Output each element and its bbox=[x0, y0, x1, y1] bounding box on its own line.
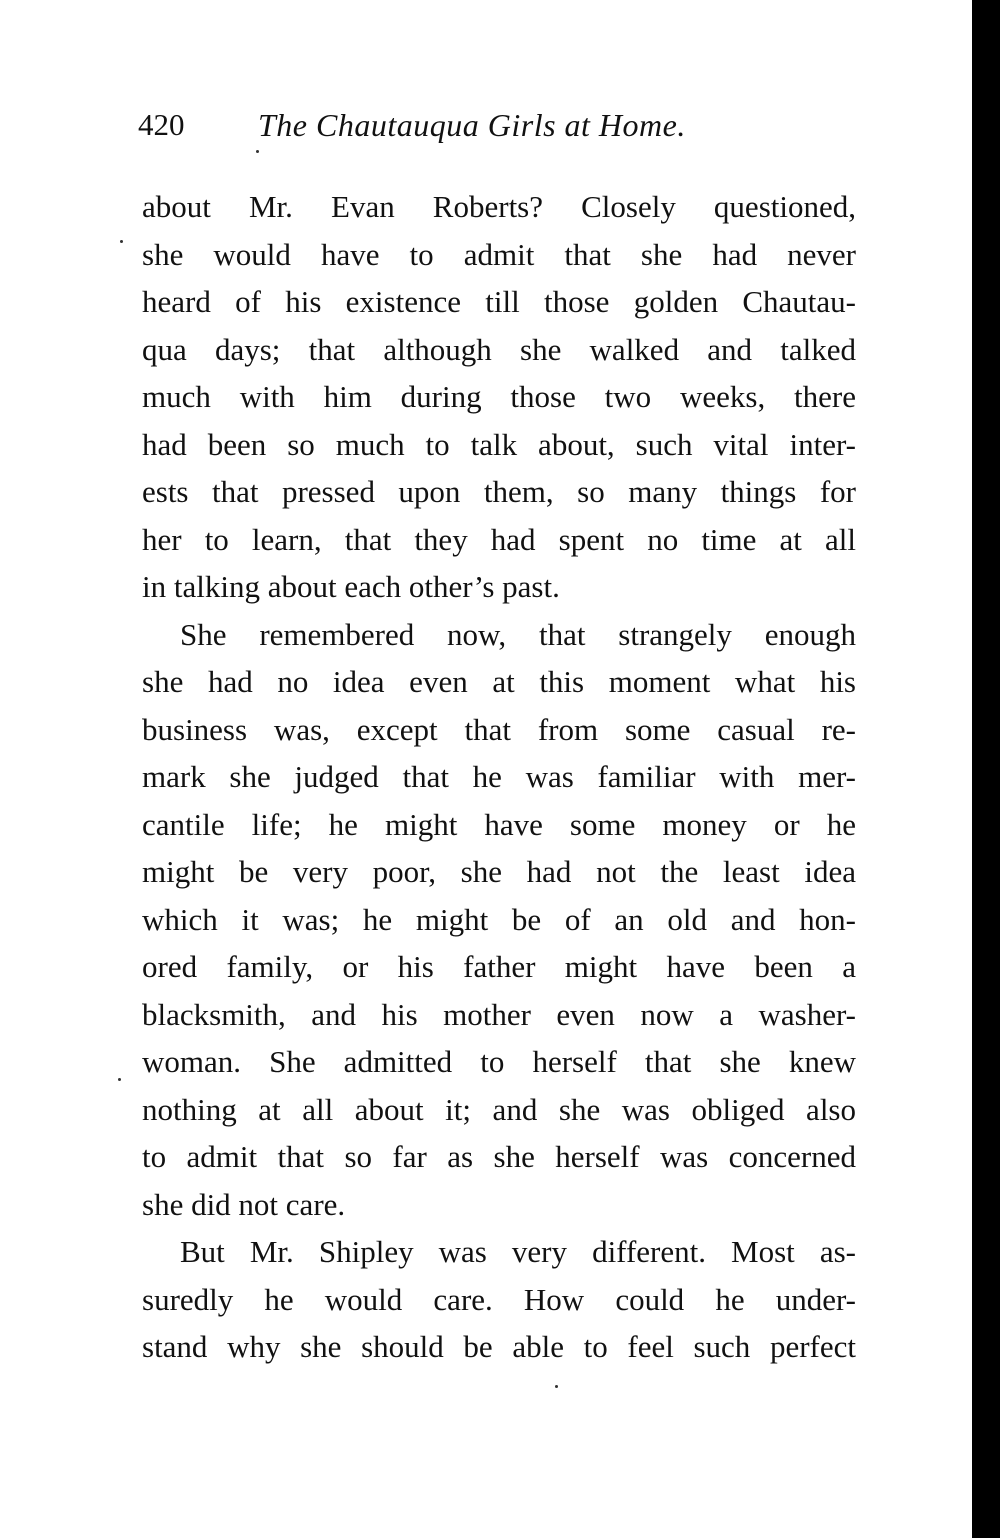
text-line: she did not care. bbox=[142, 1186, 346, 1222]
text-line: blacksmith, and his mother even now a washer- bbox=[142, 996, 856, 1032]
text-line: her to learn, that they had spent no time at all bbox=[142, 521, 856, 557]
scan-speck bbox=[120, 240, 123, 243]
text-line: suredly he would care. How could he under- bbox=[142, 1281, 856, 1317]
scan-speck bbox=[256, 150, 259, 153]
text-line: which it was; he might be of an old and hon- bbox=[142, 901, 856, 937]
body-text bbox=[142, 183, 856, 1371]
text-line: had been so much to talk about, such vital inter- bbox=[142, 426, 856, 462]
text-line: qua days; that although she walked and talked bbox=[142, 331, 856, 367]
scan-speck bbox=[555, 1385, 558, 1388]
page-binding-edge bbox=[972, 0, 1000, 1538]
text-line: woman. She admitted to herself that she knew bbox=[142, 1044, 856, 1079]
text-line: ests that pressed upon them, so many things for bbox=[142, 474, 856, 509]
text-line: to admit that so far as she herself was concerned bbox=[142, 1139, 856, 1174]
text-line: But Mr. Shipley was very different. Most as- bbox=[180, 1234, 856, 1269]
text-line: stand why she should be able to feel such perfect bbox=[142, 1329, 856, 1364]
text-line: mark she judged that he was familiar with mer- bbox=[142, 759, 856, 794]
text-line: she had no idea even at this moment what his bbox=[142, 664, 856, 699]
running-title: The Chautauqua Girls at Home. bbox=[258, 107, 686, 143]
text-line: She remembered now, that strangely enough bbox=[180, 616, 856, 652]
text-line: she would have to admit that she had never bbox=[142, 236, 856, 272]
text-line: much with him during those two weeks, there bbox=[142, 379, 856, 414]
text-line: in talking about each other’s past. bbox=[142, 569, 560, 604]
text-line: heard of his existence till those golden Chautau- bbox=[142, 284, 856, 319]
text-line: might be very poor, she had not the least idea bbox=[142, 854, 856, 889]
text-line: ored family, or his father might have been a bbox=[142, 949, 856, 984]
page-number: 420 bbox=[138, 107, 185, 142]
running-head bbox=[138, 100, 758, 150]
text-line: cantile life; he might have some money or he bbox=[142, 806, 856, 842]
scan-speck bbox=[118, 1078, 121, 1081]
text-line: about Mr. Evan Roberts? Closely questioned, bbox=[142, 189, 856, 224]
text-line: nothing at all about it; and she was obliged also bbox=[142, 1091, 856, 1127]
text-line: business was, except that from some casual re- bbox=[142, 711, 856, 747]
